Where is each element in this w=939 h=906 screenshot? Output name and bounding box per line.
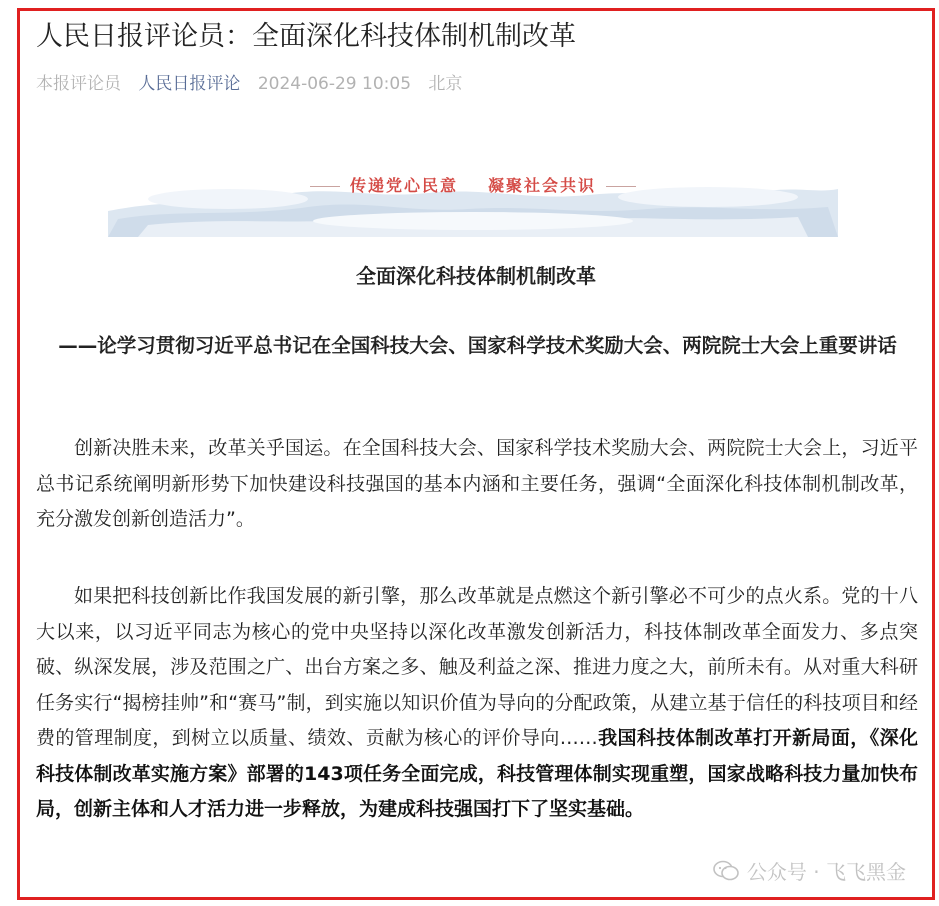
banner-slogan-left: 传递党心民意 [349,176,458,195]
paragraph-2 [36,579,918,828]
meta-account-link[interactable]: 人民日报评论 [138,74,241,94]
header-banner [108,159,838,237]
wechat-icon [713,860,739,882]
paragraph-2-bold-text: 我国科技体制改革打开新局面，《深化科技体制改革实施方案》部署的143项任务全面完成，科技管理体制实现重塑，国家战略科技力量加快布局，创新主体和人才活力进一步释放，为建成科技强国打下了坚实基础。 [36,727,918,820]
meta-author: 本报评论员 [36,74,121,94]
cloud-mountain-illustration [108,159,838,237]
paragraph-2-text: 如果把科技创新比作我国发展的新引擎，那么改革就是点燃这个新引擎必不可少的点火系。党的十八大以来，以习近平同志为核心的党中央坚持以深化改革激发创新活力，科技体制改革全面发力、多点突破、纵深发展，涉及范围之广、出台方案之多、触及利益之深、推进力度之大，前所未有。从对重大科研任务实行“揭榜挂帅”和“赛马”制，到实施以知识价值为导向的分配政策，从建立基于信任的科技项目和经费的管理制度，到树立以质量、绩效、贡献为核心的评价导向…… [36,585,918,749]
watermark [713,856,906,885]
article-title: 人民日报评论员：全面深化科技体制机制改革 [36,21,576,52]
watermark-text: 公众号 · 飞飞黑金 [746,860,906,884]
banner-slogan-right: 凝聚社会共识 [488,176,597,195]
paragraph-1: 创新决胜未来，改革关乎国运。在全国科技大会、国家科学技术奖励大会、两院院士大会上，习近平总书记系统阐明新形势下加快建设科技强国的基本内涵和主要任务，强调“全面深化科技体制机制改革，充分激发创新创造活力”。 [36,437,918,530]
content-heading: 全面深化科技体制机制改革 [356,264,596,288]
banner-slogan [108,173,838,196]
article-meta [36,71,474,97]
meta-datetime: 2024-06-29 10:05 [257,74,412,94]
content-subheading: ——论学习贯彻习近平总书记在全国科技大会、国家科学技术奖励大会、两院院士大会上重要讲话 [58,334,897,357]
meta-location: 北京 [428,74,463,94]
highlight-frame [17,8,935,900]
